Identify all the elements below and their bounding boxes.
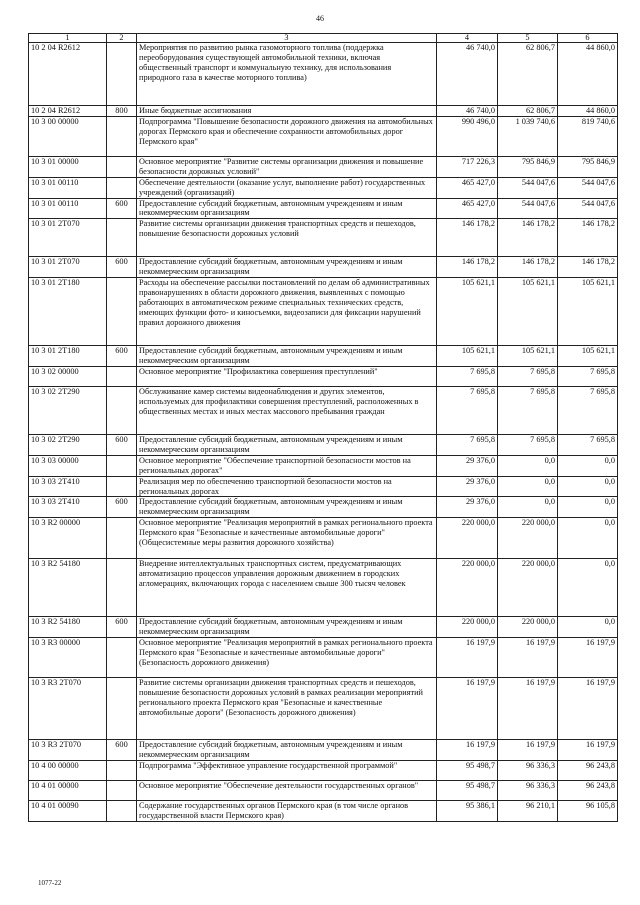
row-name: Основное мероприятие "Реализация мероприятий в рамках регионального проекта Пермского края "Безопасные и качественные автомобильные дороги" (Общесистемные меры развития дорожного хозяйства): [137, 518, 437, 559]
row-expense-type: 600: [107, 257, 137, 278]
row-value-year2: 16 197,9: [498, 678, 558, 740]
row-name: Основное мероприятие "Профилактика совершения преступлений": [137, 366, 437, 386]
page-number: 46: [316, 14, 324, 23]
table-row: [29, 455, 618, 476]
row-value-year2: 16 197,9: [498, 638, 558, 678]
row-value-year3: 105 621,1: [558, 278, 618, 346]
row-name: Основное мероприятие "Обеспечение деятельности государственных органов": [137, 780, 437, 800]
row-value-year3: 7 695,8: [558, 434, 618, 455]
row-expense-type: 600: [107, 198, 137, 219]
row-value-year1: 16 197,9: [437, 678, 498, 740]
row-value-year2: 105 621,1: [498, 346, 558, 367]
row-value-year2: 0,0: [498, 455, 558, 476]
row-code: 10 3 02 00000: [29, 366, 107, 386]
row-name: Подпрограмма "Эффективное управление государственной программой": [137, 760, 437, 780]
row-value-year3: 819 740,6: [558, 116, 618, 156]
row-value-year2: 96 336,3: [498, 760, 558, 780]
row-value-year1: 146 178,2: [437, 219, 498, 257]
row-value-year3: 0,0: [558, 559, 618, 617]
table-row: [29, 434, 618, 455]
row-value-year3: 146 178,2: [558, 219, 618, 257]
row-value-year2: 96 336,3: [498, 780, 558, 800]
row-value-year1: 717 226,3: [437, 156, 498, 177]
row-expense-type: [107, 800, 137, 821]
row-expense-type: [107, 518, 137, 559]
row-value-year2: 544 047,6: [498, 177, 558, 198]
row-expense-type: [107, 43, 137, 106]
row-code: 10 3 01 00110: [29, 177, 107, 198]
row-value-year3: 7 695,8: [558, 366, 618, 386]
row-value-year2: 146 178,2: [498, 257, 558, 278]
row-value-year3: 44 860,0: [558, 106, 618, 117]
row-name: Предоставление субсидий бюджетным, автономным учреждениям и иным некоммерческим организациям: [137, 198, 437, 219]
row-value-year3: 16 197,9: [558, 678, 618, 740]
table-row: [29, 177, 618, 198]
row-value-year1: 990 496,0: [437, 116, 498, 156]
row-expense-type: [107, 780, 137, 800]
row-name: Внедрение интеллектуальных транспортных систем, предусматривающих автоматизацию процессов управления дорожным движением в городских агломерациях, включающих города с населением свыше 300 тысяч человек: [137, 559, 437, 617]
row-code: 10 3 R3 00000: [29, 638, 107, 678]
row-value-year3: 795 846,9: [558, 156, 618, 177]
row-value-year3: 96 105,8: [558, 800, 618, 821]
row-code: 10 3 01 00110: [29, 198, 107, 219]
row-name: Предоставление субсидий бюджетным, автономным учреждениям и иным некоммерческим организациям: [137, 617, 437, 638]
table-row: [29, 497, 618, 518]
row-name: Подпрограмма "Повышение безопасности дорожного движения на автомобильных дорогах Пермского края и обеспечение сохранности автомобильных дорог Пермского края": [137, 116, 437, 156]
row-value-year3: 0,0: [558, 617, 618, 638]
row-value-year2: 0,0: [498, 476, 558, 497]
row-value-year2: 16 197,9: [498, 740, 558, 761]
row-expense-type: [107, 366, 137, 386]
row-name: Обслуживание камер системы видеонаблюдения и других элементов, используемых для профилактики совершения преступлений, расположенных в общественных местах и иных местах массового пребывания граждан: [137, 386, 437, 434]
row-value-year1: 16 197,9: [437, 638, 498, 678]
col-header-code: 1: [29, 34, 107, 43]
row-value-year2: 7 695,8: [498, 386, 558, 434]
row-code: 10 3 03 2T410: [29, 476, 107, 497]
row-value-year3: 0,0: [558, 476, 618, 497]
row-value-year3: 16 197,9: [558, 638, 618, 678]
row-value-year2: 62 806,7: [498, 106, 558, 117]
row-code: 10 3 R3 2T070: [29, 740, 107, 761]
row-expense-type: [107, 386, 137, 434]
row-value-year3: 7 695,8: [558, 386, 618, 434]
row-value-year1: 29 376,0: [437, 455, 498, 476]
row-value-year2: 62 806,7: [498, 43, 558, 106]
row-expense-type: [107, 177, 137, 198]
row-code: 10 4 01 00090: [29, 800, 107, 821]
table-row: [29, 106, 618, 117]
budget-table: [28, 33, 618, 822]
row-expense-type: 600: [107, 497, 137, 518]
row-expense-type: 800: [107, 106, 137, 117]
col-header-year2: 5: [498, 34, 558, 43]
table-row: [29, 366, 618, 386]
row-value-year2: 1 039 740,6: [498, 116, 558, 156]
table-row: [29, 198, 618, 219]
row-value-year2: 544 047,6: [498, 198, 558, 219]
row-code: 10 3 R2 00000: [29, 518, 107, 559]
row-expense-type: [107, 219, 137, 257]
row-value-year3: 96 243,8: [558, 760, 618, 780]
col-header-vr: 2: [107, 34, 137, 43]
table-row: [29, 760, 618, 780]
row-code: 10 4 00 00000: [29, 760, 107, 780]
row-code: 10 3 02 2T290: [29, 434, 107, 455]
table-row: [29, 386, 618, 434]
row-expense-type: [107, 760, 137, 780]
table-row: [29, 43, 618, 106]
row-name: Предоставление субсидий бюджетным, автономным учреждениям и иным некоммерческим организациям: [137, 497, 437, 518]
row-code: 10 3 02 2T290: [29, 386, 107, 434]
row-code: 10 3 R2 54180: [29, 559, 107, 617]
row-code: 10 3 01 2T070: [29, 257, 107, 278]
row-expense-type: 600: [107, 434, 137, 455]
row-value-year3: 0,0: [558, 518, 618, 559]
row-value-year3: 146 178,2: [558, 257, 618, 278]
row-code: 10 3 01 00000: [29, 156, 107, 177]
row-expense-type: [107, 455, 137, 476]
row-value-year1: 46 740,0: [437, 43, 498, 106]
row-code: 10 3 R2 54180: [29, 617, 107, 638]
row-expense-type: 600: [107, 740, 137, 761]
document-code: 1077-22: [38, 879, 62, 887]
table-row: [29, 740, 618, 761]
row-value-year1: 46 740,0: [437, 106, 498, 117]
row-value-year3: 44 860,0: [558, 43, 618, 106]
row-value-year1: 220 000,0: [437, 518, 498, 559]
row-value-year1: 105 621,1: [437, 346, 498, 367]
table-row: [29, 617, 618, 638]
col-header-name: 3: [137, 34, 437, 43]
row-value-year2: 0,0: [498, 497, 558, 518]
row-name: Мероприятия по развитию рынка газомоторного топлива (поддержка переоборудования существующей автомобильной техники, включая общественный транспорт и коммунальную технику, для использования природного газа в качестве моторного топлива): [137, 43, 437, 106]
row-value-year3: 544 047,6: [558, 198, 618, 219]
row-value-year1: 95 386,1: [437, 800, 498, 821]
row-value-year1: 29 376,0: [437, 476, 498, 497]
row-expense-type: [107, 278, 137, 346]
row-value-year3: 16 197,9: [558, 740, 618, 761]
row-expense-type: 600: [107, 617, 137, 638]
header-row: [29, 34, 618, 43]
col-header-year3: 6: [558, 34, 618, 43]
row-code: 10 4 01 00000: [29, 780, 107, 800]
row-value-year3: 96 243,8: [558, 780, 618, 800]
row-code: 10 3 03 2T410: [29, 497, 107, 518]
row-value-year1: 465 427,0: [437, 198, 498, 219]
row-value-year2: 220 000,0: [498, 559, 558, 617]
col-header-year1: 4: [437, 34, 498, 43]
row-name: Развитие системы организации движения транспортных средств и пешеходов, повышение безопасности дорожных условий в рамках реализации мероприятий регионального проекта Пермского края "Безопасные и качественные автомобильные дороги" (Безопасность дорожного движения): [137, 678, 437, 740]
row-code: 10 3 03 00000: [29, 455, 107, 476]
row-expense-type: [107, 678, 137, 740]
row-value-year1: 7 695,8: [437, 386, 498, 434]
row-expense-type: [107, 116, 137, 156]
row-value-year1: 29 376,0: [437, 497, 498, 518]
row-name: Содержание государственных органов Пермского края (в том числе органов государственной власти Пермского края): [137, 800, 437, 821]
row-expense-type: [107, 559, 137, 617]
table-row: [29, 518, 618, 559]
row-code: 10 3 R3 2T070: [29, 678, 107, 740]
row-code: 10 3 01 2T070: [29, 219, 107, 257]
table-row: [29, 678, 618, 740]
row-name: Иные бюджетные ассигнования: [137, 106, 437, 117]
table-row: [29, 800, 618, 821]
table-row: [29, 219, 618, 257]
row-value-year3: 0,0: [558, 497, 618, 518]
row-value-year2: 7 695,8: [498, 366, 558, 386]
row-value-year2: 105 621,1: [498, 278, 558, 346]
row-value-year2: 220 000,0: [498, 518, 558, 559]
table-row: [29, 559, 618, 617]
row-name: Основное мероприятие "Обеспечение транспортной безопасности мостов на региональных дорогах": [137, 455, 437, 476]
row-name: Предоставление субсидий бюджетным, автономным учреждениям и иным некоммерческим организациям: [137, 346, 437, 367]
row-value-year2: 146 178,2: [498, 219, 558, 257]
row-name: Основное мероприятие "Развитие системы организации движения и повышение безопасности дорожных условий": [137, 156, 437, 177]
row-code: 10 3 01 2T180: [29, 278, 107, 346]
row-value-year1: 7 695,8: [437, 434, 498, 455]
row-value-year1: 220 000,0: [437, 617, 498, 638]
row-expense-type: [107, 638, 137, 678]
row-name: Предоставление субсидий бюджетным, автономным учреждениям и иным некоммерческим организациям: [137, 740, 437, 761]
row-value-year1: 465 427,0: [437, 177, 498, 198]
row-value-year2: 795 846,9: [498, 156, 558, 177]
table-row: [29, 638, 618, 678]
row-value-year1: 16 197,9: [437, 740, 498, 761]
row-expense-type: [107, 156, 137, 177]
row-code: 10 3 01 2T180: [29, 346, 107, 367]
row-name: Основное мероприятие "Реализация мероприятий в рамках регионального проекта Пермского края "Безопасные и качественные автомобильные дороги" (Безопасность дорожного движения): [137, 638, 437, 678]
row-code: 10 2 04 R2612: [29, 106, 107, 117]
row-name: Развитие системы организации движения транспортных средств и пешеходов, повышение безопасности дорожных условий: [137, 219, 437, 257]
row-value-year3: 0,0: [558, 455, 618, 476]
table-row: [29, 156, 618, 177]
row-value-year2: 96 210,1: [498, 800, 558, 821]
table-row: [29, 116, 618, 156]
row-name: Обеспечение деятельности (оказание услуг, выполнение работ) государственных учреждений (организаций): [137, 177, 437, 198]
row-value-year2: 7 695,8: [498, 434, 558, 455]
table-row: [29, 346, 618, 367]
table-row: [29, 257, 618, 278]
row-value-year3: 544 047,6: [558, 177, 618, 198]
row-value-year2: 220 000,0: [498, 617, 558, 638]
row-value-year1: 95 498,7: [437, 780, 498, 800]
row-name: Реализация мер по обеспечению транспортной безопасности мостов на региональных дорогах: [137, 476, 437, 497]
row-value-year1: 220 000,0: [437, 559, 498, 617]
row-value-year1: 146 178,2: [437, 257, 498, 278]
table-row: [29, 476, 618, 497]
row-name: Предоставление субсидий бюджетным, автономным учреждениям и иным некоммерческим организациям: [137, 257, 437, 278]
row-value-year1: 105 621,1: [437, 278, 498, 346]
row-expense-type: [107, 476, 137, 497]
row-name: Предоставление субсидий бюджетным, автономным учреждениям и иным некоммерческим организациям: [137, 434, 437, 455]
table-row: [29, 780, 618, 800]
row-code: 10 2 04 R2612: [29, 43, 107, 106]
row-code: 10 3 00 00000: [29, 116, 107, 156]
row-expense-type: 600: [107, 346, 137, 367]
row-name: Расходы на обеспечение рассылки постановлений по делам об административных правонарушениях в области дорожного движения, выявленных с помощью работающих в автоматическом режиме специальных технических средств, имеющих функции фото- и киносъемки, видеозаписи для фиксации нарушений правил дорожного движения: [137, 278, 437, 346]
table-row: [29, 278, 618, 346]
row-value-year1: 95 498,7: [437, 760, 498, 780]
row-value-year3: 105 621,1: [558, 346, 618, 367]
row-value-year1: 7 695,8: [437, 366, 498, 386]
